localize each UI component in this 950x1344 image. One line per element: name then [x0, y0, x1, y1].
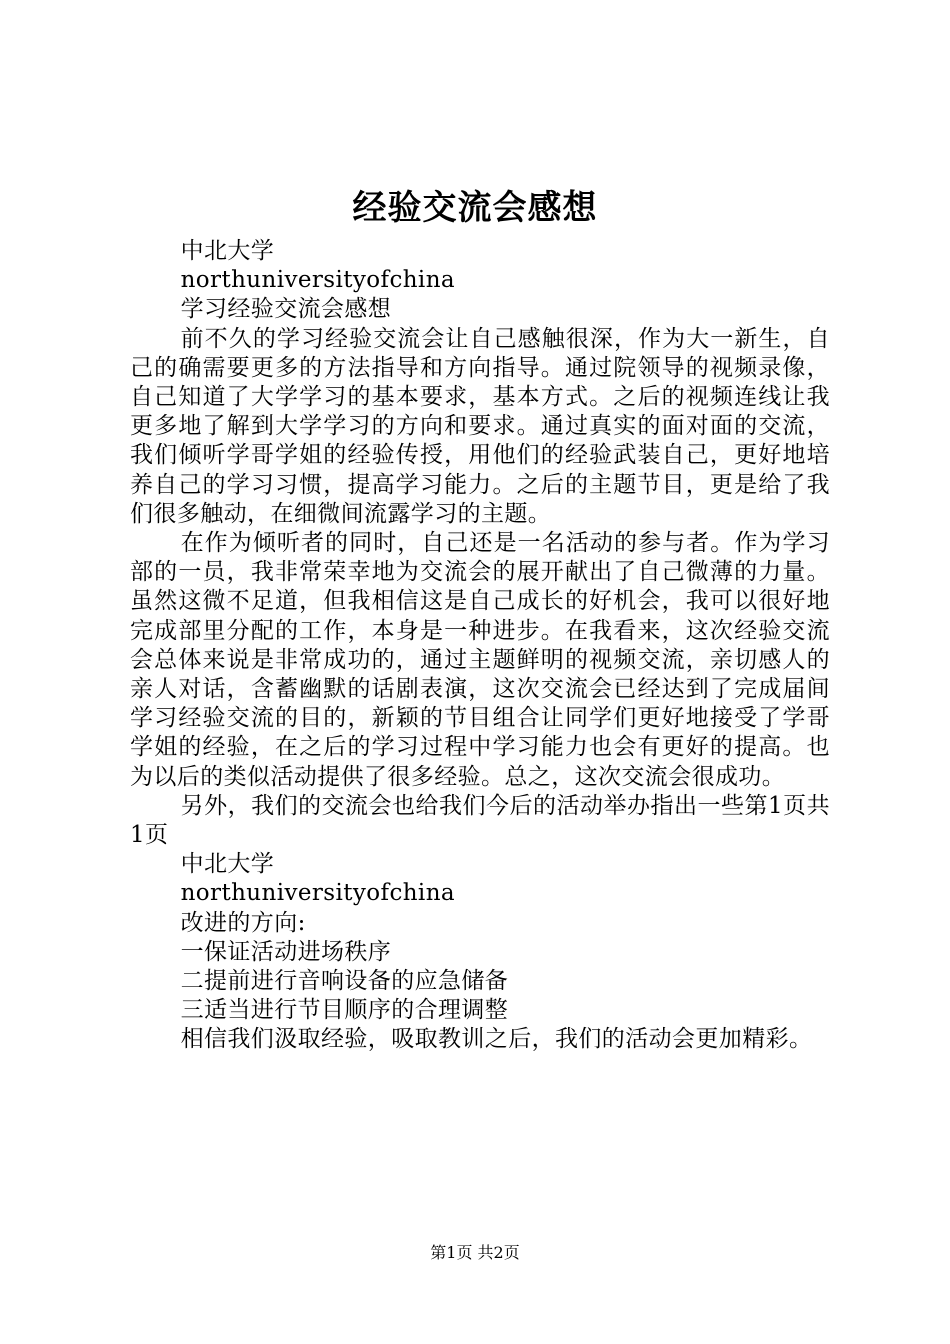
paragraph-university-english: northuniversityofchina	[180, 267, 456, 294]
document-body	[130, 237, 830, 1055]
list-item: 三适当进行节目顺序的合理调整	[180, 997, 509, 1024]
paragraph-university-english: northuniversityofchina	[180, 880, 456, 907]
document-title: 经验交流会感想	[352, 188, 598, 228]
list-item: 一保证活动进场秩序	[180, 938, 392, 965]
paragraph-body: 相信我们汲取经验，吸取教训之后，我们的活动会更加精彩。	[180, 1026, 813, 1053]
paragraph-university-name: 中北大学	[180, 238, 275, 264]
paragraph-list-heading: 改进的方向:	[180, 909, 306, 936]
paragraph-body: 前不久的学习经验交流会让自己感触很深，作为大一新生，自己的确需要更多的方法指导和方向指导。通过院领导的视频录像，自己知道了大学学习的基本要求，基本方式。之后的视频连线让我更多地了解到大学学习的方向和要求。通过真实的面对面的交流，我们倾听学哥学姐的经验传授，用他们的经验武装自己，更好地培养自己的学习习惯，提高学习能力。之后的主题节目，更是给了我们很多触动，在细微间流露学习的主题。	[130, 325, 830, 527]
paragraph-body: 在作为倾听者的同时，自己还是一名活动的参与者。作为学习部的一员，我非常荣幸地为交流会的展开献出了自己微薄的力量。虽然这微不足道，但我相信这是自己成长的好机会，我可以很好地完成部里分配的工作，本身是一种进步。在我看来，这次经验交流会总体来说是非常成功的，通过主题鲜明的视频交流，亲切感人的亲人对话，含蓄幽默的话剧表演，这次交流会已经达到了完成届间学习经验交流的目的，新颖的节目组合让同学们更好地接受了学哥学姐的经验，在之后的学习过程中学习能力也会有更好的提高。也为以后的类似活动提供了很多经验。总之，这次交流会很成功。	[130, 530, 830, 790]
paragraph-university-name: 中北大学	[180, 851, 275, 878]
page-number-footer: 第1页 共2页	[430, 1243, 520, 1262]
paragraph-subtitle: 学习经验交流会感想	[180, 296, 392, 323]
paragraph-body: 另外，我们的交流会也给我们今后的活动举办指出一些第1页共1页	[130, 792, 830, 849]
list-item: 二提前进行音响设备的应急储备	[180, 968, 509, 995]
